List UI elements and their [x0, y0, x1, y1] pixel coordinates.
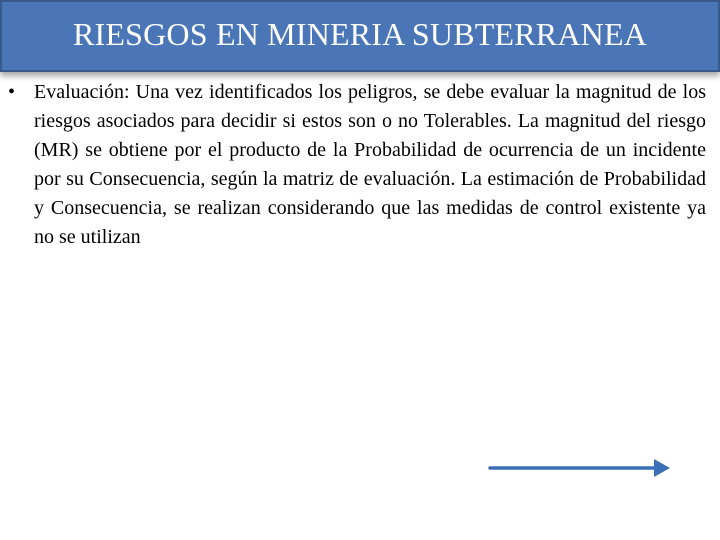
slide-title: RIESGOS EN MINERIA SUBTERRANEA: [72, 15, 648, 52]
slide-content: [0, 76, 720, 506]
bullet-marker: •: [8, 81, 16, 103]
slide-title-bar: [0, 0, 720, 72]
bullet-item: [8, 78, 708, 252]
bullet-text: Evaluación: Una vez identificados los peligros, se debe evaluar la magnitud de los riesgos asociados para decidir si estos son o no Tolerables. La magnitud del riesgo (MR) se obtiene por el producto de la Probabilidad de ocurrencia de un incidente por su Consecuencia, según la matriz de evaluación. La estimación de Probabilidad y Consecuencia, se realizan considerando que las medidas de control existente ya no se utilizan: [34, 81, 706, 248]
arrow-right-icon: [488, 456, 672, 480]
